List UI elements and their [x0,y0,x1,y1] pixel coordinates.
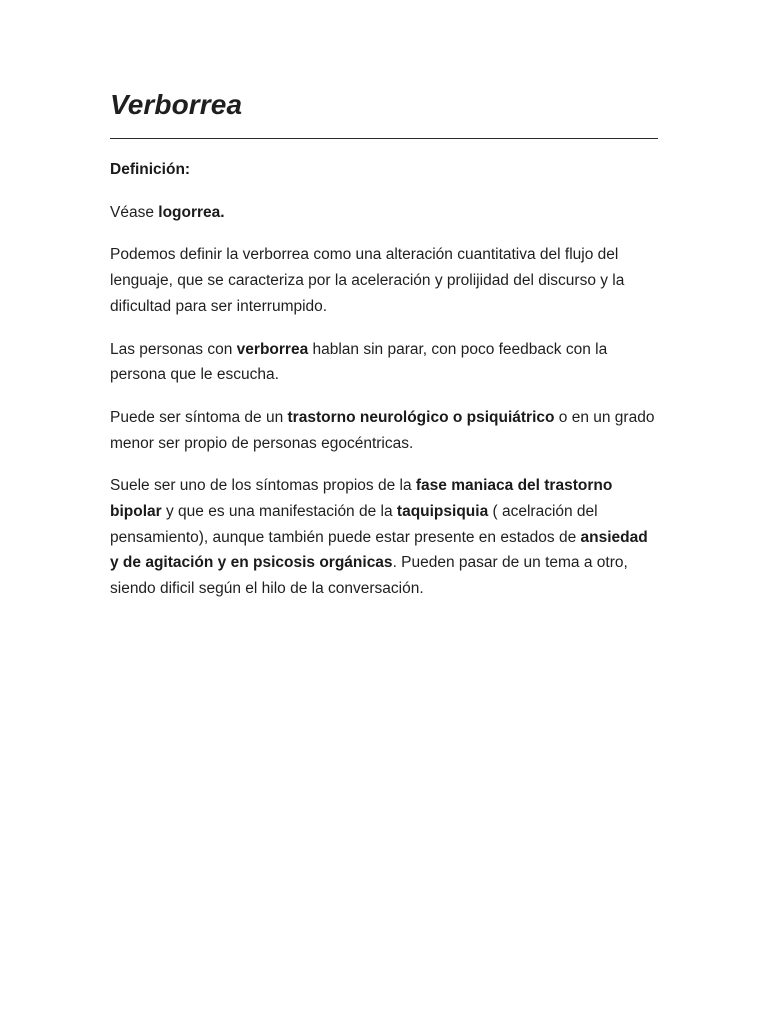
paragraph-4-bold-1: fase maniaca del trastorno bipolar [110,477,613,521]
paragraph-4-text-3: ( acelración del pensamiento), aunque también puede estar presente en estados de [110,503,598,546]
paragraph-3-bold: trastorno neurológico o psiquiátrico [287,408,555,426]
paragraph-4-bold-3: ansiedad y de agitación y en psicosis orgánicas [110,528,648,572]
paragraph-3-text-a: Puede ser síntoma de un [110,408,288,426]
see-also-prefix: Véase [110,203,159,221]
paragraph-4-text-4: . Pueden pasar de un tema a otro, siendo dificil según el hilo de la conversación. [110,554,628,598]
paragraph-2-text-a: Las personas con [110,340,237,358]
paragraph-3-text-b: o en un grado menor ser propio de personas egocéntricas. [110,408,655,452]
paragraph-1: Podemos definir la verborrea como una alteración cuantitativa del flujo del lenguaje, que se caracteriza por la aceleración y prolijidad del discurso y la dificultad para ser interrumpido. [110,246,625,315]
title-divider [110,138,658,139]
see-also-term: logorrea. [158,203,225,221]
paragraph-4-text-2: y que es una manifestación de la [161,503,397,521]
paragraph-2-bold: verborrea [236,340,309,358]
definition-label: Definición: [110,161,191,178]
article-body [110,157,658,602]
see-also-line [110,200,658,226]
paragraph-4-text-1: Suele ser uno de los síntomas propios de la [110,477,416,495]
paragraph-4 [110,473,658,602]
paragraph-2 [110,337,658,388]
paragraph-3 [110,405,658,456]
definition-heading [110,157,658,183]
page-title: Verborrea [110,89,243,120]
paragraph-4-bold-2: taquipsiquia [396,503,489,521]
paragraph-2-text-b: hablan sin parar, con poco feedback con la persona que le escucha. [110,340,608,384]
